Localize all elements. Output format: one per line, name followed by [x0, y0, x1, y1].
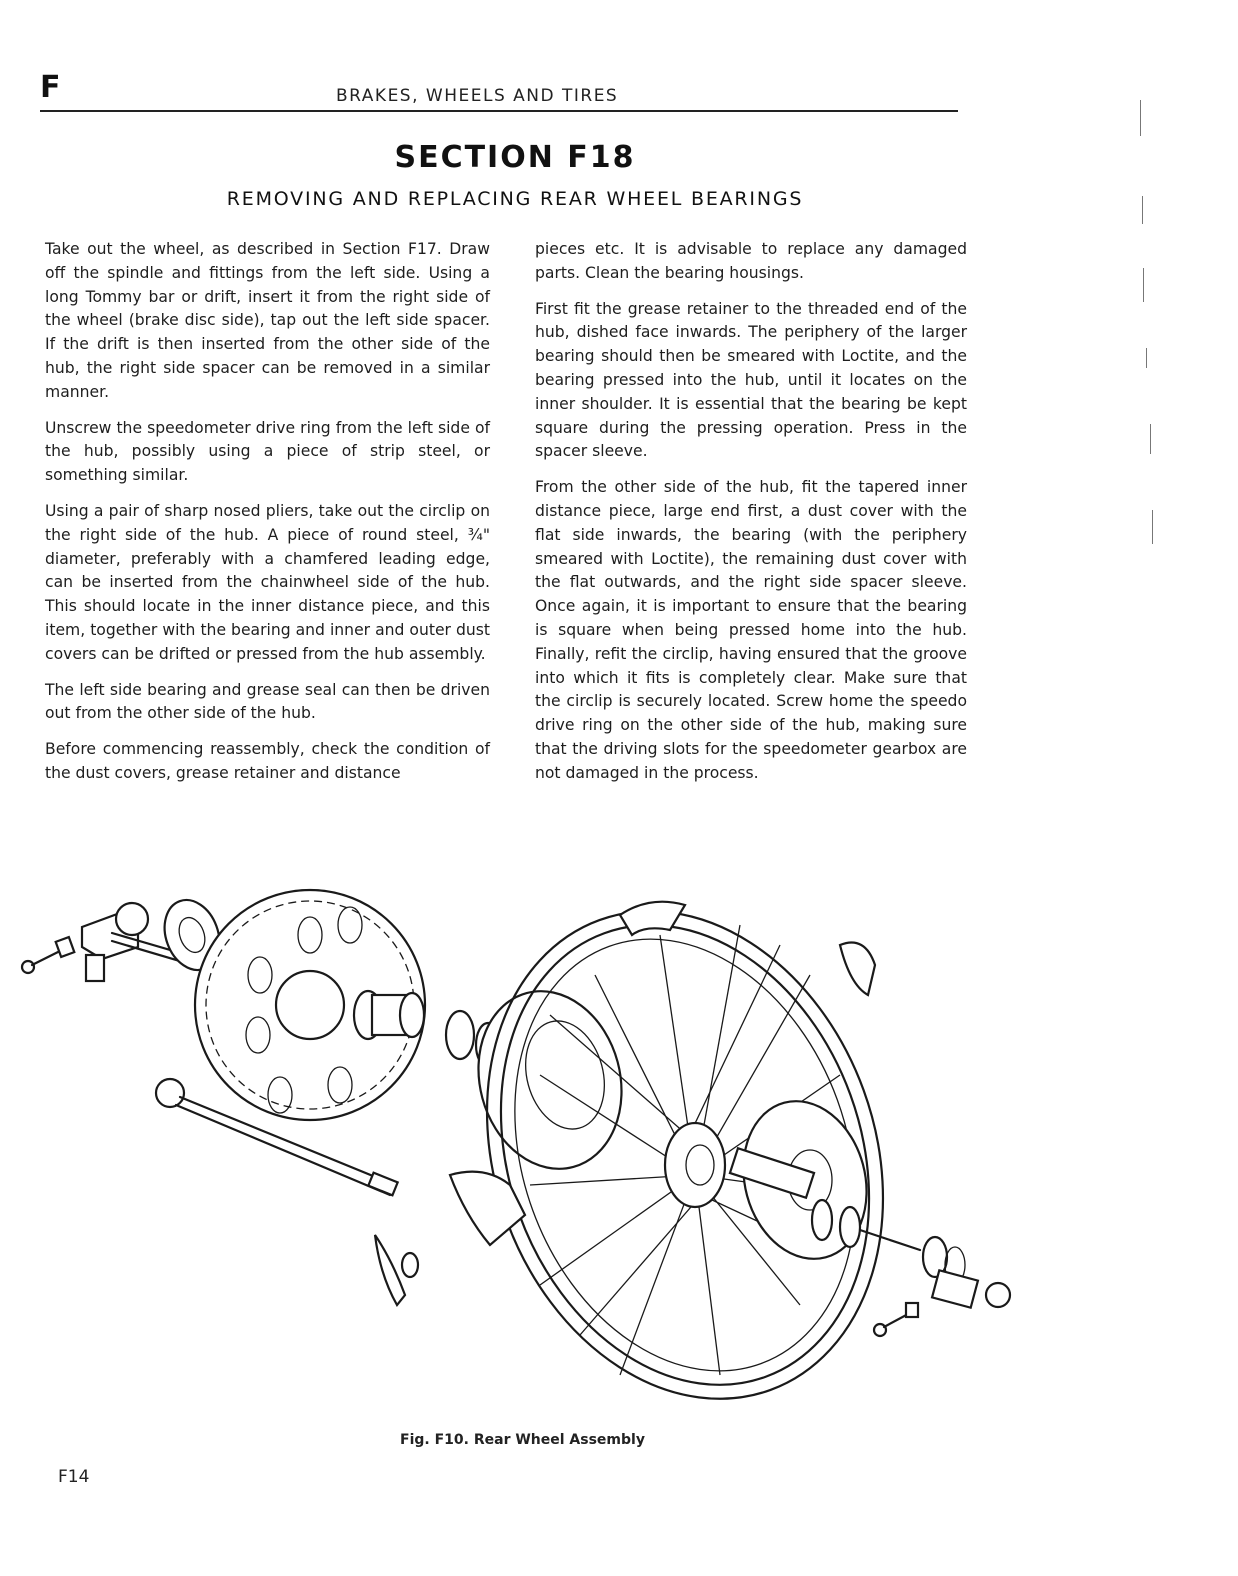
- header-rule: [40, 110, 958, 112]
- figure-caption: Fig. F10. Rear Wheel Assembly: [400, 1432, 645, 1448]
- paragraph: Using a pair of sharp nosed pliers, take out the circlip on the right side of the hub. A piece of round steel, ¾" diameter, preferably with a chamfered leading edge, can be inserted from the chainwheel side of the hub. This should locate in the inner distance piece, and this item, together with the bearing and inner and outer dust covers can be drifted or pressed from the hub assembly.: [45, 501, 490, 663]
- wheel-hub: [665, 1123, 725, 1207]
- paragraph: The left side bearing and grease seal can then be driven out from the other side of the hub.: [45, 680, 490, 723]
- scan-artifact: [1146, 348, 1147, 368]
- scan-artifact: [1150, 424, 1151, 454]
- right-bolt: [874, 1303, 918, 1336]
- left-column: [45, 238, 490, 798]
- scan-artifact: [1142, 196, 1143, 224]
- running-title: BRAKES, WHEELS AND TIRES: [336, 86, 619, 106]
- paragraph: Take out the wheel, as described in Section F17. Draw off the spindle and fittings from the left side. Using a long Tommy bar or drift, insert it from the right side of the wheel (brake disc side), tap out the left side spacer. If the drift is then inserted from the other side of the hub, the right side spacer can be removed in a similar manner.: [45, 240, 490, 401]
- tire-valve: [375, 1235, 418, 1305]
- scan-artifact: [1140, 100, 1141, 136]
- left-bolt: [22, 937, 74, 973]
- rear-wheel-assembly-illustration: [20, 855, 1020, 1424]
- hub-cover: [459, 975, 641, 1185]
- scan-artifact: [1143, 268, 1144, 302]
- section-title: SECTION F18: [394, 140, 636, 175]
- scan-artifact: [1152, 510, 1153, 544]
- paragraph: Unscrew the speedometer drive ring from the left side of the hub, possibly using a piece of strip steel, or something similar.: [45, 418, 490, 485]
- section-letter: F: [40, 70, 61, 105]
- section-subtitle: REMOVING AND REPLACING REAR WHEEL BEARINGS: [226, 188, 804, 210]
- page-number: F14: [58, 1467, 90, 1487]
- paragraph: Before commencing reassembly, check the condition of the dust covers, grease retainer and distance: [45, 740, 490, 782]
- exploded-view-drawing: [20, 855, 1020, 1420]
- paragraph: From the other side of the hub, fit the tapered inner distance piece, large end first, a dust cover with the flat side inwards, the bearing (with the periphery smeared with Loctite), the remaining dust cover with the flat outwards, and the right side spacer sleeve. Once again, it is important to ensure that the bearing is square when being pressed home into the hub. Finally, refit the circlip, having ensured that the groove into which it fits is completely clear. Make sure that the circlip is securely located. Screw home the speedo drive ring on the other side of the hub, making sure that the driving slots for the speedometer gearbox are not damaged in the process.: [535, 478, 967, 782]
- right-column: [535, 238, 967, 798]
- paragraph: pieces etc. It is advisable to replace any damaged parts. Clean the bearing housings.: [535, 240, 967, 282]
- paragraph: First fit the grease retainer to the threaded end of the hub, dished face inwards. The periphery of the larger bearing should then be smeared with Loctite, and the bearing pressed into the hub, until it locates on the inner shoulder. It is essential that the bearing be kept square during the pressing operation. Press in the spacer sleeve.: [535, 299, 967, 461]
